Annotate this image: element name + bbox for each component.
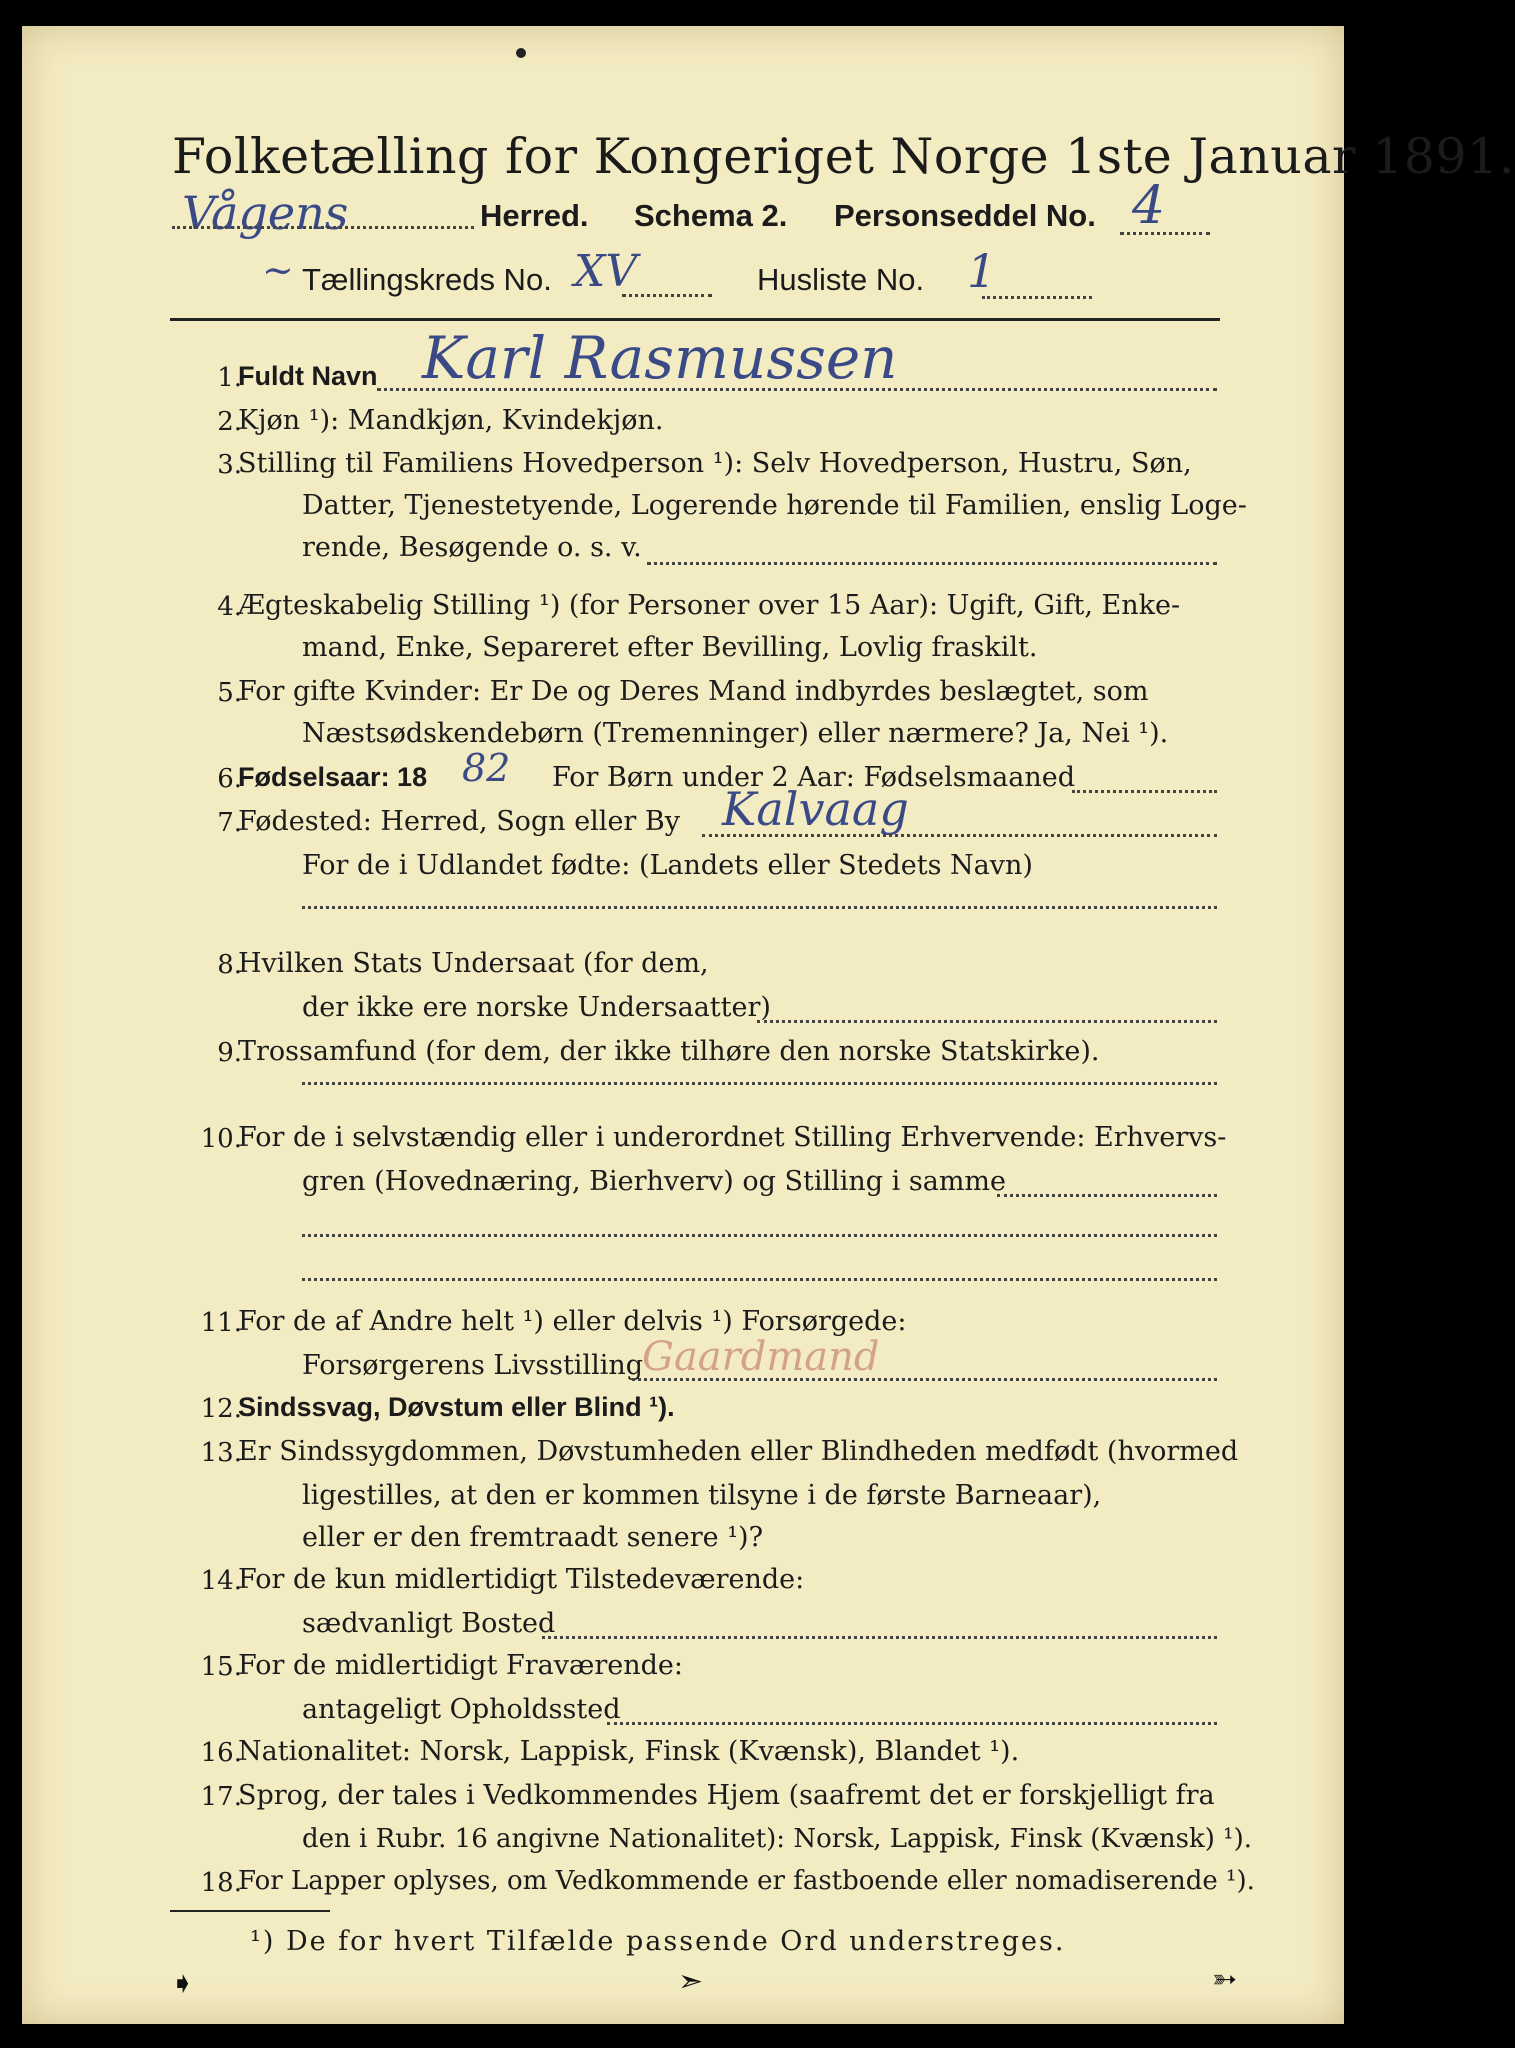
q5-line1: For gifte Kvinder: Er De og Deres Mand indbyrdes beslægtet, som	[238, 676, 1149, 707]
q12-number: 12.	[200, 1394, 242, 1424]
q9-dots	[302, 1082, 1217, 1085]
q7-dots2	[302, 906, 1217, 909]
footnote: ¹) De for hvert Tilfælde passende Ord understreges.	[250, 1926, 1066, 1957]
q10-number: 10.	[200, 1124, 242, 1154]
q8-dots	[757, 1020, 1217, 1023]
q11-answer: Gaardmand	[642, 1334, 880, 1380]
q4-line2: mand, Enke, Separeret efter Bevilling, Lovlig fraskilt.	[302, 632, 1038, 663]
krets-dots	[622, 294, 712, 297]
q13-line2: ligestilles, at den er kommen tilsyne i de første Barneaar),	[302, 1480, 1102, 1511]
q1-answer: Karl Rasmussen	[422, 324, 898, 392]
q11-number: 11.	[200, 1308, 242, 1338]
q16-number: 16.	[200, 1738, 242, 1768]
census-form-page	[22, 26, 1515, 2024]
q17-line2: den i Rubr. 16 angivne Nationalitet): Norsk, Lappisk, Finsk (Kvænsk) ¹).	[302, 1824, 1253, 1854]
q10-dots	[997, 1194, 1217, 1197]
q14-dots	[542, 1636, 1217, 1639]
q14-number: 14.	[200, 1566, 242, 1596]
q11-line2: Forsørgerens Livsstilling	[302, 1350, 644, 1381]
pin-hole	[516, 48, 526, 58]
corner-mark-left: ➧	[170, 1966, 196, 2001]
q14-line1: For de kun midlertidigt Tilstedeværende:	[238, 1564, 805, 1595]
q1-dots	[377, 388, 1217, 391]
q15-line2: antageligt Opholdssted	[302, 1694, 621, 1725]
q17-number: 17.	[200, 1782, 242, 1812]
q7-answer: Kalvaag	[722, 782, 909, 836]
q3-line1: Stilling til Familiens Hovedperson ¹): Selv Hovedperson, Hustru, Søn,	[238, 448, 1192, 479]
q13-number: 13.	[200, 1438, 242, 1468]
q7-number: 7.	[217, 808, 242, 838]
q17-line1: Sprog, der tales i Vedkommendes Hjem (saafremt det er forskjelligt fra	[238, 1780, 1215, 1811]
q18-line: For Lapper oplyses, om Vedkommende er fastboende eller nomadiserende ¹).	[238, 1866, 1255, 1896]
q5-number: 5.	[217, 678, 242, 708]
q1-label: Fuldt Navn	[238, 361, 378, 391]
q7-line2: For de i Udlandet fødte: (Landets eller Stedets Navn)	[302, 850, 1033, 881]
q6-line2: For Børn under 2 Aar: Fødselsmaaned	[552, 762, 1076, 793]
personseddel-dots	[1120, 232, 1210, 235]
q15-number: 15.	[200, 1652, 242, 1682]
q11-line1: For de af Andre helt ¹) eller delvis ¹) Forsørgede:	[238, 1306, 907, 1337]
q1-number: 1.	[217, 363, 242, 393]
q18-number: 18.	[200, 1868, 242, 1898]
q13-line3: eller er den fremtraadt senere ¹)?	[302, 1522, 764, 1553]
q3-number: 3.	[217, 450, 242, 480]
corner-mark-center: ➣	[678, 1964, 704, 1999]
q2-number: 2.	[217, 407, 242, 437]
schema-label: Schema 2.	[634, 198, 788, 233]
q10-dots3	[302, 1278, 1217, 1281]
q11-dots	[632, 1378, 1217, 1381]
footnote-rule	[170, 1910, 330, 1912]
q6-label: Fødselsaar: 18	[238, 762, 428, 792]
herred-dots	[172, 226, 474, 229]
q7-dots	[702, 834, 1217, 837]
q10-dots2	[302, 1234, 1217, 1237]
q14-line2: sædvanligt Bosted	[302, 1608, 556, 1639]
q7-line1: Fødested: Herred, Sogn eller By	[238, 806, 681, 837]
q9-number: 9.	[217, 1038, 242, 1068]
personseddel-value: 4	[1132, 176, 1166, 236]
q13-line1: Er Sindssygdommen, Døvstumheden eller Blindheden medfødt (hvormed	[238, 1436, 1239, 1467]
q4-line1: Ægteskabelig Stilling ¹) (for Personer over 15 Aar): Ugift, Gift, Enke-	[238, 590, 1181, 621]
krets-mark: ~	[262, 248, 294, 292]
q6-dots	[1072, 790, 1217, 793]
q15-dots	[607, 1722, 1217, 1725]
q12-line: Sindssvag, Døvstum eller Blind ¹).	[238, 1392, 675, 1422]
q8-number: 8.	[217, 950, 242, 980]
krets-value: XV	[574, 246, 638, 297]
herred-label: Herred.	[480, 198, 589, 233]
q8-line1: Hvilken Stats Undersaat (for dem,	[238, 948, 709, 979]
q16-line: Nationalitet: Norsk, Lappisk, Finsk (Kvænsk), Blandet ¹).	[238, 1736, 1020, 1767]
herred-value: Vågens	[182, 186, 349, 240]
q3-line3: rende, Besøgende o. s. v.	[302, 532, 642, 563]
q4-number: 4.	[217, 592, 242, 622]
q15-line1: For de midlertidigt Fraværende:	[238, 1650, 684, 1681]
q2-line: Kjøn ¹): Mandkjøn, Kvindekjøn.	[238, 405, 664, 436]
form-title: Folketælling for Kongeriget Norge 1ste Januar 1891.	[172, 128, 1515, 185]
corner-mark-right: ➳	[1212, 1962, 1238, 1997]
krets-label: Tællingskreds No.	[302, 262, 552, 297]
husliste-label: Husliste No.	[757, 262, 925, 297]
q5-line2: Næstsødskendebørn (Tremenninger) eller nærmere? Ja, Nei ¹).	[302, 718, 1169, 749]
q3-line2: Datter, Tjenestetyende, Logerende hørende til Familien, enslig Loge-	[302, 490, 1247, 521]
header-rule	[170, 318, 1220, 321]
husliste-dots	[982, 296, 1092, 299]
q6-number: 6.	[217, 764, 242, 794]
q10-line2: gren (Hovednæring, Bierhverv) og Stilling i samme	[302, 1166, 1007, 1197]
q9-line: Trossamfund (for dem, der ikke tilhøre den norske Statskirke).	[238, 1036, 1100, 1067]
q10-line1: For de i selvstændig eller i underordnet Stilling Erhvervende: Erhvervs-	[238, 1122, 1227, 1153]
husliste-value: 1	[967, 244, 997, 298]
personseddel-label: Personseddel No.	[834, 198, 1096, 233]
q6-answer: 82	[462, 746, 511, 790]
q8-line2: der ikke ere norske Undersaatter)	[302, 992, 771, 1023]
q3-dots	[647, 562, 1217, 565]
